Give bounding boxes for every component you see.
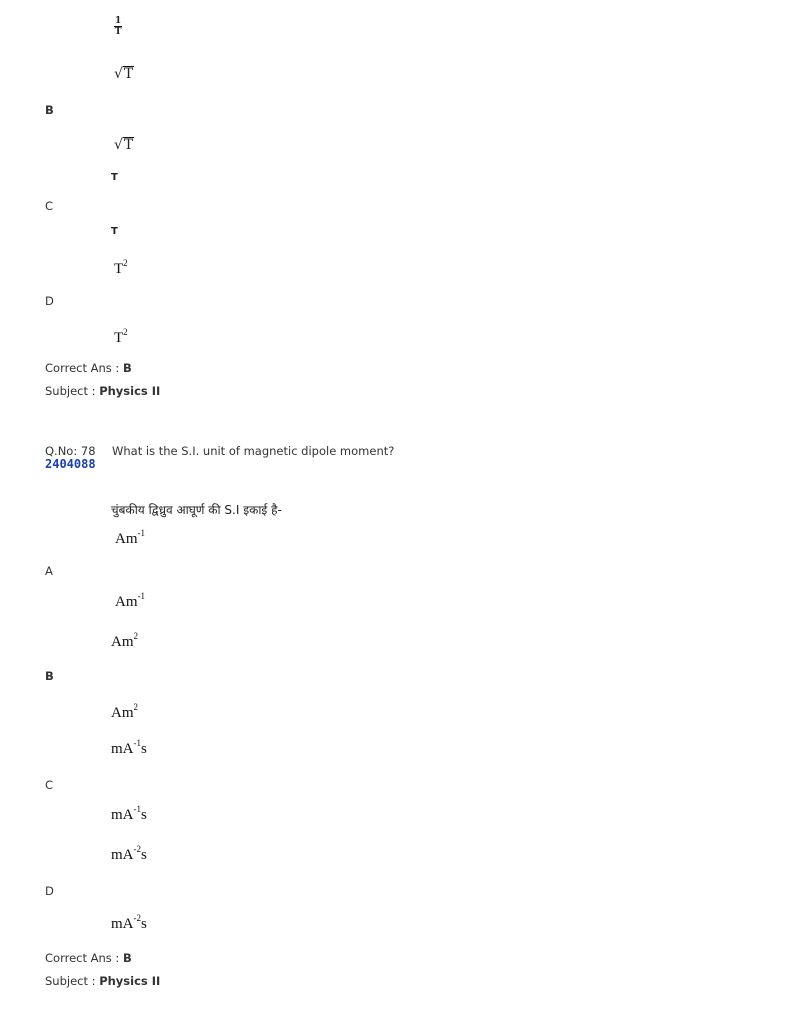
question-text-hindi: चुंबकीय द्विध्रुव आघूर्ण की S.I इकाई है-	[111, 503, 282, 517]
t-squared-expression	[114, 259, 128, 278]
unit-expression	[111, 632, 138, 651]
question-text-english: What is the S.I. unit of magnetic dipole moment?	[112, 444, 395, 458]
expr-base: T	[114, 261, 124, 277]
option-label-b: B	[45, 103, 54, 117]
subject-line	[45, 974, 160, 988]
question-id: 2404088	[45, 457, 96, 471]
unit-expression	[111, 914, 147, 933]
subject-value: Physics II	[99, 974, 161, 988]
expr-superscript: -1	[137, 591, 145, 601]
correct-answer	[45, 361, 132, 375]
option-label-d: D	[45, 294, 54, 308]
question-number-value: 78	[80, 444, 96, 458]
expr-base: mA	[111, 847, 134, 863]
unit-expression	[111, 845, 147, 864]
correct-answer-label: Correct Ans :	[45, 951, 120, 965]
subject-label: Subject :	[45, 384, 96, 398]
expr-base: Am	[111, 705, 134, 721]
expr-superscript: -2	[133, 913, 141, 923]
correct-answer-value: B	[122, 951, 132, 965]
expr-tail: s	[141, 807, 147, 823]
unit-expression	[111, 739, 147, 758]
correct-answer-value: B	[122, 361, 132, 375]
expr-base: mA	[111, 741, 134, 757]
expr-tail: s	[141, 847, 147, 863]
t-squared-expression	[114, 328, 128, 347]
radical-argument: T	[123, 66, 134, 82]
expr-tail: s	[141, 916, 147, 932]
option-label-a: A	[45, 564, 53, 578]
radical-sign: √	[114, 66, 123, 82]
expr-superscript: 2	[123, 258, 128, 268]
expr-base: Am	[111, 634, 134, 650]
expr-base: Am	[115, 594, 138, 610]
option-text-t: T	[111, 172, 118, 183]
correct-answer	[45, 951, 132, 965]
option-label-b: B	[45, 669, 54, 683]
subject-label: Subject :	[45, 974, 96, 988]
fraction-denominator: T	[114, 27, 122, 37]
fraction-numerator: 1	[115, 16, 122, 26]
fraction-one-over-t	[114, 16, 122, 37]
unit-expression	[111, 703, 138, 722]
sqrt-t-expression	[114, 137, 134, 153]
expr-base: Am	[115, 531, 138, 547]
correct-answer-label: Correct Ans :	[45, 361, 120, 375]
sqrt-t-expression	[114, 66, 134, 82]
expr-superscript: 2	[123, 327, 128, 337]
expr-superscript: -2	[133, 844, 141, 854]
question-number-label: Q.No:	[45, 444, 78, 458]
option-label-d: D	[45, 884, 54, 898]
expr-tail: s	[141, 741, 147, 757]
expr-superscript: 2	[133, 631, 138, 641]
subject-value: Physics II	[99, 384, 161, 398]
expr-base: T	[114, 330, 124, 346]
option-text-t: T	[111, 226, 118, 237]
expr-base: mA	[111, 916, 134, 932]
unit-expression	[115, 529, 145, 548]
radical-sign: √	[114, 137, 123, 153]
expr-superscript: -1	[137, 528, 145, 538]
option-label-c: C	[45, 778, 54, 792]
unit-expression	[115, 592, 145, 611]
expr-superscript: 2	[133, 702, 138, 712]
expr-base: mA	[111, 807, 134, 823]
expr-superscript: -1	[133, 738, 141, 748]
option-label-c: C	[45, 199, 54, 213]
subject-line	[45, 384, 160, 398]
radical-argument: T	[123, 137, 134, 153]
question-number	[45, 444, 96, 458]
unit-expression	[111, 805, 147, 824]
expr-superscript: -1	[133, 804, 141, 814]
